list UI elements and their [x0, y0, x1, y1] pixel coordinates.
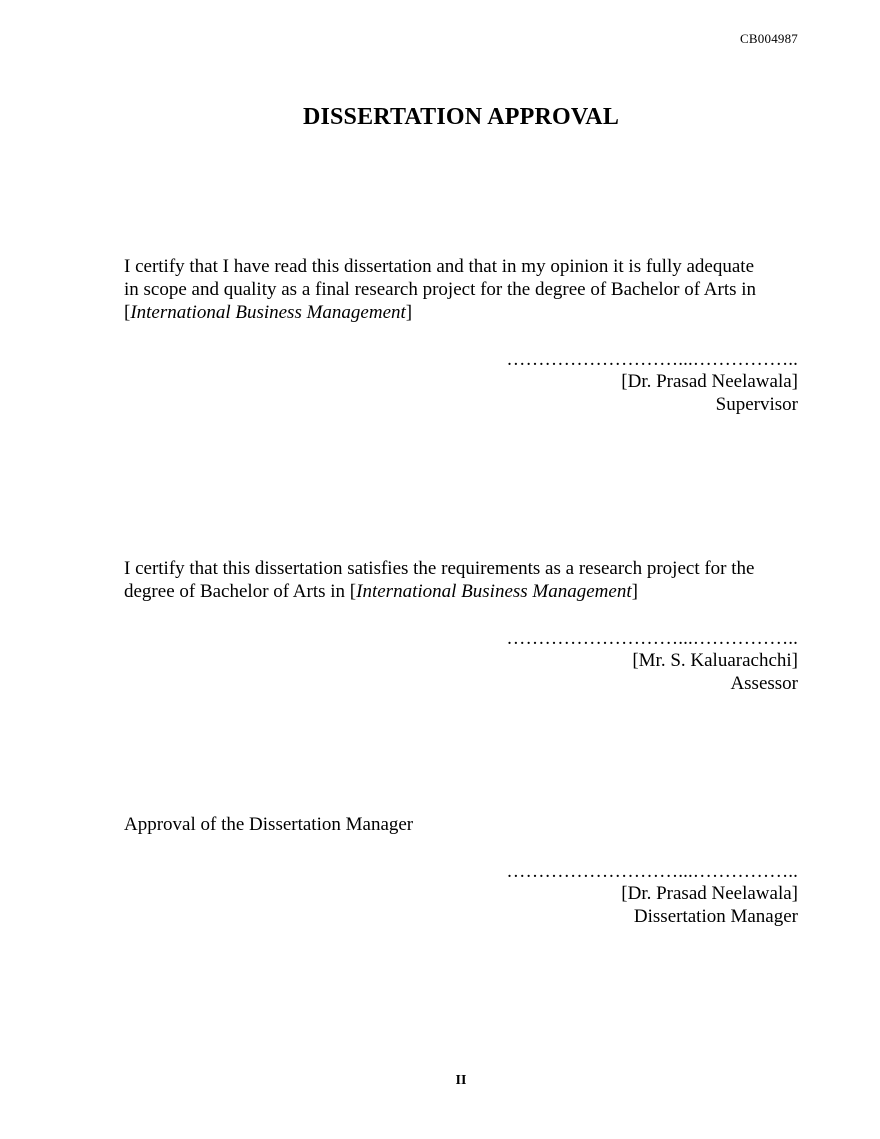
supervisor-statement [124, 255, 804, 324]
assessor-statement-prefix: degree of Bachelor of Arts in [ [124, 581, 357, 602]
supervisor-program-name: International Business Management [130, 302, 406, 323]
supervisor-statement-line-1: I certify that I have read this dissertation and that in my opinion it is fully adequate [124, 256, 754, 277]
manager-role: Dissertation Manager [633, 906, 798, 927]
assessor-statement-line-1: I certify that this dissertation satisfies the requirements as a research project for the [124, 558, 755, 579]
supervisor-statement-line-2: in scope and quality as a final research project for the degree of Bachelor of Arts in [124, 279, 757, 300]
manager-statement-text: Approval of the Dissertation Manager [124, 814, 414, 835]
supervisor-signature-line: ………………………...…………….. [506, 349, 798, 370]
assessor-statement [124, 557, 804, 603]
page-number: II [455, 1073, 467, 1088]
assessor-role: Assessor [730, 673, 798, 694]
supervisor-signature-block [506, 349, 798, 416]
supervisor-name: [Dr. Prasad Neelawala] [621, 371, 798, 392]
supervisor-role: Supervisor [715, 394, 798, 415]
assessor-program-name: International Business Management [356, 581, 632, 602]
page-title: DISSERTATION APPROVAL [302, 104, 620, 130]
assessor-statement-line-2 [124, 580, 804, 603]
supervisor-program-close: ] [405, 302, 413, 323]
document-id: CB004987 [740, 31, 798, 46]
assessor-signature-line: ………………………...…………….. [506, 628, 798, 649]
assessor-name: [Mr. S. Kaluarachchi] [632, 650, 798, 671]
supervisor-program-open: [ [124, 302, 131, 323]
manager-signature-block [506, 861, 798, 928]
assessor-program-close: ] [631, 581, 638, 602]
assessor-signature-block [506, 628, 798, 695]
manager-name: [Dr. Prasad Neelawala] [621, 883, 798, 904]
supervisor-statement-line-3 [124, 301, 804, 324]
manager-signature-line: ………………………...…………….. [506, 861, 798, 882]
manager-statement [124, 813, 804, 836]
